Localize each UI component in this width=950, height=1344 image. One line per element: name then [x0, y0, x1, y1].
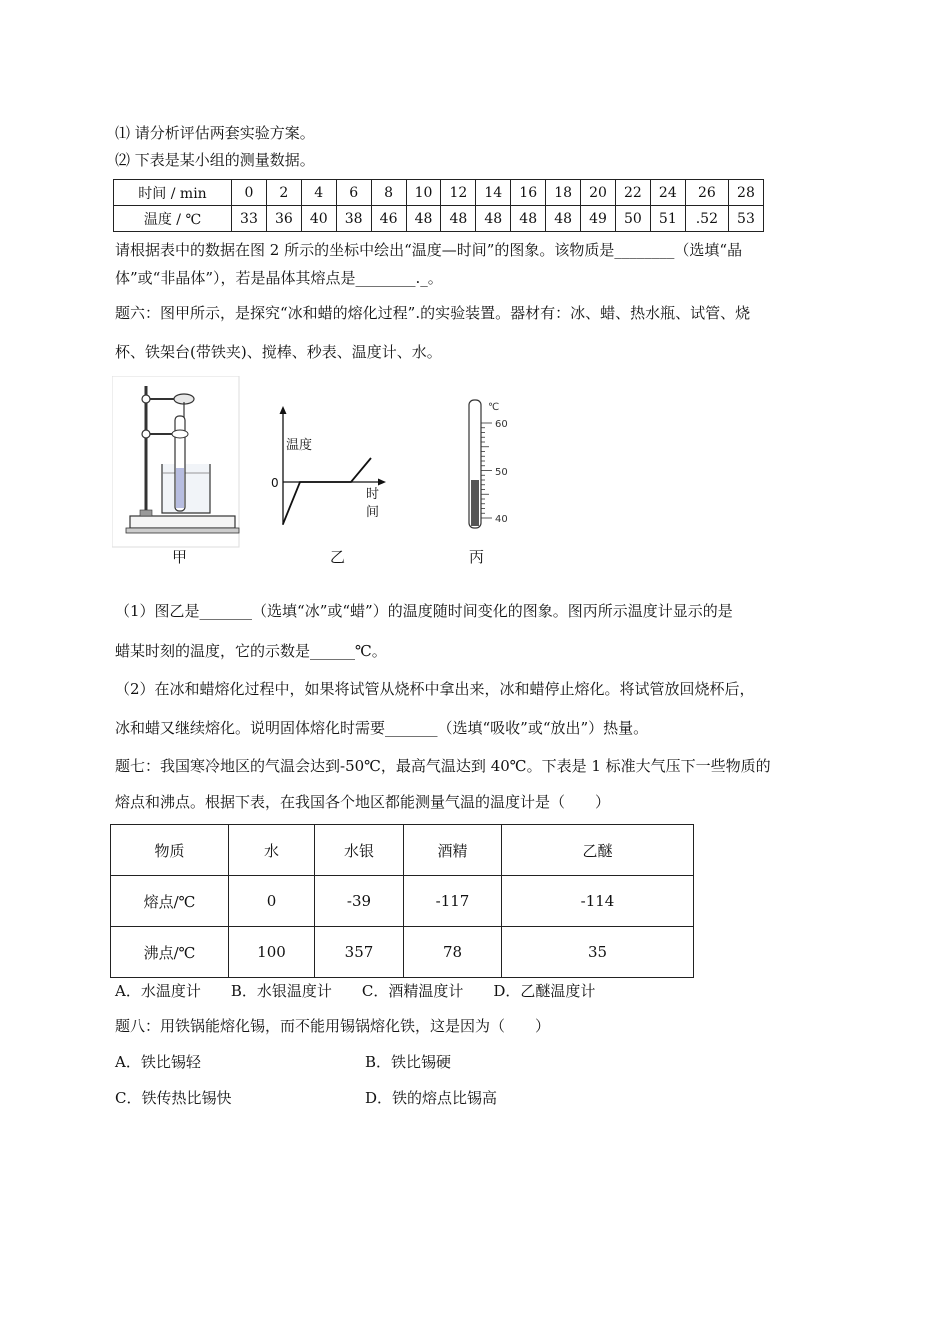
- header-cell: 乙醚: [502, 825, 694, 876]
- q6-sub1-line2: 蜡某时刻的温度，它的示数是______℃。: [115, 642, 387, 660]
- q8-option-d: D．铁的熔点比锡高: [365, 1089, 498, 1107]
- time-cell: 26: [685, 180, 728, 206]
- q8-option-a: A．铁比锡轻: [115, 1053, 201, 1071]
- q6-sub1-line1: （1）图乙是_______（选填“冰”或“蜡”）的温度随时间变化的图象。图丙所示温度计显示的是: [115, 602, 733, 620]
- graph-x-label-1: 时: [366, 487, 380, 502]
- thermometer-figure: [455, 396, 515, 536]
- time-cell: 12: [441, 180, 476, 206]
- temp-cell: 48: [546, 206, 581, 232]
- time-cell: 2: [266, 180, 301, 206]
- substance-properties-table: [110, 824, 694, 978]
- temp-cell: 40: [301, 206, 336, 232]
- question-part-1: ⑴ 请分析评估两套实验方案。: [115, 124, 315, 142]
- temp-cell: 38: [336, 206, 371, 232]
- figure-label-yi: 乙: [330, 548, 346, 566]
- temp-header: 温度 / ℃: [114, 206, 232, 232]
- temp-cell: 48: [406, 206, 441, 232]
- time-row: [114, 180, 764, 206]
- value-cell: -114: [502, 876, 694, 927]
- row-label: 沸点/℃: [111, 927, 229, 978]
- time-cell: 10: [406, 180, 441, 206]
- header-cell: 物质: [111, 825, 229, 876]
- graph-zero-label: 0: [271, 476, 279, 490]
- temp-cell: 53: [728, 206, 763, 232]
- q8-option-c: C．铁传热比锡快: [115, 1089, 232, 1107]
- time-cell: 4: [301, 180, 336, 206]
- question-part-2: ⑵ 下表是某小组的测量数据。: [115, 151, 315, 169]
- q7-stem-1: 题七：我国寒冷地区的气温会达到-50℃，最高气温达到 40℃。下表是 1 标准大气压下一些物质的: [115, 757, 771, 775]
- time-cell: 14: [476, 180, 511, 206]
- q6-stem-2: 杯、铁架台(带铁夹)、搅棒、秒表、温度计、水。: [115, 343, 442, 361]
- temperature-time-graph: [270, 400, 390, 530]
- x-axis-arrow: [378, 479, 386, 486]
- q8-option-b: B．铁比锡硬: [365, 1053, 452, 1071]
- time-cell: 20: [581, 180, 616, 206]
- q6-stem-1: 题六：图甲所示，是探究“冰和蜡的熔化过程”.的实验装置。器材有：冰、蜡、热水瓶、试管、烧: [115, 304, 751, 322]
- temp-cell: 49: [581, 206, 616, 232]
- value-cell: 0: [229, 876, 315, 927]
- time-cell: 8: [371, 180, 406, 206]
- melting-point-row: [111, 876, 694, 927]
- temp-cell: 46: [371, 206, 406, 232]
- value-cell: 100: [229, 927, 315, 978]
- thermometer-liquid: [471, 480, 479, 526]
- draw-graph-instruction-1: 请根据表中的数据在图 2 所示的坐标中绘出“温度—时间”的图象。该物质是________（选填“晶: [115, 241, 743, 259]
- temp-cell: 48: [511, 206, 546, 232]
- value-cell: 357: [315, 927, 404, 978]
- tick-label-60: 60: [495, 419, 508, 430]
- melting-curve: [283, 458, 371, 524]
- value-cell: -117: [404, 876, 502, 927]
- measurement-table: [113, 179, 764, 232]
- y-axis-arrow: [280, 406, 287, 414]
- header-cell: 水银: [315, 825, 404, 876]
- boiling-point-row: [111, 927, 694, 978]
- tick-label-50: 50: [495, 467, 508, 478]
- time-cell: 22: [615, 180, 650, 206]
- time-cell: 28: [728, 180, 763, 206]
- q7-stem-2: 熔点和沸点。根据下表，在我国各个地区都能测量气温的温度计是（ ）: [115, 793, 611, 811]
- graph-x-label-2: 间: [366, 505, 380, 520]
- time-header: 时间 / min: [114, 180, 232, 206]
- header-cell: 酒精: [404, 825, 502, 876]
- figure-label-bing: 丙: [469, 548, 485, 566]
- temp-cell: 48: [476, 206, 511, 232]
- q8-stem: 题八：用铁锅能熔化锡，而不能用锡锅熔化铁，这是因为（ ）: [115, 1017, 551, 1035]
- apparatus-figure: [112, 376, 240, 548]
- header-cell: 水: [229, 825, 315, 876]
- graph-y-label: 温度: [286, 438, 313, 453]
- temp-cell: 51: [650, 206, 685, 232]
- q7-options: A．水温度计 B．水银温度计 C．酒精温度计 D．乙醚温度计: [115, 982, 596, 1000]
- thermometer-unit: ℃: [488, 402, 500, 413]
- time-cell: 0: [232, 180, 267, 206]
- time-cell: 18: [546, 180, 581, 206]
- time-cell: 6: [336, 180, 371, 206]
- q6-sub2-line1: （2）在冰和蜡熔化过程中，如果将试管从烧杯中拿出来，冰和蜡停止熔化。将试管放回烧杯后，: [115, 680, 755, 698]
- value-cell: 78: [404, 927, 502, 978]
- temp-row: [114, 206, 764, 232]
- header-row: [111, 825, 694, 876]
- tick-label-40: 40: [495, 514, 508, 525]
- time-cell: 24: [650, 180, 685, 206]
- value-cell: -39: [315, 876, 404, 927]
- draw-graph-instruction-2: 体”或“非晶体”），若是晶体其熔点是________._。: [115, 269, 443, 287]
- temp-cell: 50: [615, 206, 650, 232]
- row-label: 熔点/℃: [111, 876, 229, 927]
- q6-sub2-line2: 冰和蜡又继续熔化。说明固体熔化时需要_______（选填“吸收”或“放出”）热量。: [115, 719, 649, 737]
- time-cell: 16: [511, 180, 546, 206]
- temp-cell: 33: [232, 206, 267, 232]
- temp-cell: 48: [441, 206, 476, 232]
- temp-cell: .52: [685, 206, 728, 232]
- value-cell: 35: [502, 927, 694, 978]
- figure-label-jia: 甲: [172, 548, 188, 566]
- temp-cell: 36: [266, 206, 301, 232]
